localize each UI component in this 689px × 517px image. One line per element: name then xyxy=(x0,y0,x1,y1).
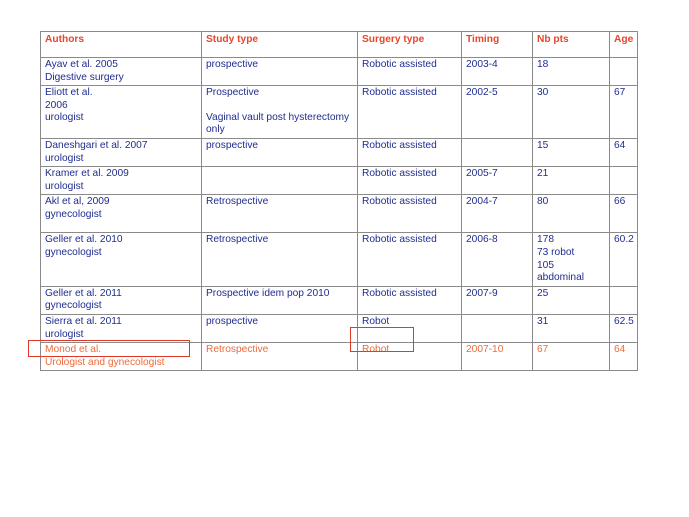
spacer xyxy=(206,100,353,112)
cell-surgery-type: Robotic assisted xyxy=(358,138,462,166)
table-row xyxy=(41,167,638,195)
cell-timing: 2002-5 xyxy=(462,86,533,139)
cell-author xyxy=(41,314,202,342)
cell-author xyxy=(41,138,202,166)
highlight-box-specialty xyxy=(28,340,190,357)
cell-surgery-type: Robot xyxy=(358,314,462,342)
cell-surgery-type: Robotic assisted xyxy=(358,86,462,139)
cell-timing: 2005-7 xyxy=(462,167,533,195)
cell-study-type: Retrospective xyxy=(202,233,358,286)
author-specialty: urologist xyxy=(45,112,84,124)
cell-study-type: prospective xyxy=(202,138,358,166)
author-name: Eliott et al. xyxy=(45,87,93,99)
cell-timing: 2006-8 xyxy=(462,233,533,286)
cell-study-type: Retrospective xyxy=(202,343,358,371)
cell-age: 66 xyxy=(610,195,638,233)
nb-pts-value: 67 xyxy=(537,344,549,356)
cell-author xyxy=(41,86,202,139)
cell-nb-pts xyxy=(533,286,610,314)
cell-surgery-type: Robotic assisted xyxy=(358,167,462,195)
author-name: Kramer et al. 2009 xyxy=(45,168,129,180)
nb-pts-value: 178 xyxy=(537,234,554,246)
table-row xyxy=(41,286,638,314)
cell-timing xyxy=(462,314,533,342)
table-row xyxy=(41,138,638,166)
cell-nb-pts xyxy=(533,58,610,86)
table-row xyxy=(41,195,638,233)
nb-pts-value: abdominal xyxy=(537,272,585,284)
header-authors: Authors xyxy=(41,32,202,58)
study-note: Vaginal vault post hysterectomy only xyxy=(206,111,350,136)
cell-author xyxy=(41,286,202,314)
cell-nb-pts xyxy=(533,343,610,371)
cell-age: 64 xyxy=(610,343,638,371)
cell-timing: 2007-10 xyxy=(462,343,533,371)
studies-table xyxy=(40,31,638,371)
cell-surgery-type: Robot xyxy=(358,343,462,371)
cell-age xyxy=(610,58,638,86)
header-surgery-type: Surgery type xyxy=(358,32,462,58)
author-name: Monod et al. xyxy=(45,344,102,356)
cell-author xyxy=(41,58,202,86)
header-nb-pts: Nb pts xyxy=(533,32,610,58)
author-name: Akl et al, 2009 xyxy=(45,196,110,208)
cell-author xyxy=(41,233,202,286)
cell-nb-pts xyxy=(533,167,610,195)
nb-pts-value: 80 xyxy=(537,196,549,208)
cell-nb-pts xyxy=(533,233,610,286)
table-row xyxy=(41,86,638,139)
cell-study-type: prospective xyxy=(202,58,358,86)
author-specialty: urologist xyxy=(45,328,84,340)
author-specialty: gynecologist xyxy=(45,208,102,220)
cell-age: 67 xyxy=(610,86,638,139)
cell-study-type: Prospective idem pop 2010 xyxy=(202,286,358,314)
nb-pts-value: 18 xyxy=(537,59,549,70)
nb-pts-value: 21 xyxy=(537,168,549,180)
author-specialty: gynecologist xyxy=(45,300,102,312)
header-timing: Timing xyxy=(462,32,533,58)
cell-study-type xyxy=(202,86,358,139)
highlight-box-surgery xyxy=(350,327,414,352)
cell-author xyxy=(41,167,202,195)
cell-study-type: Retrospective xyxy=(202,195,358,233)
author-name: Geller et al. 2011 xyxy=(45,287,122,299)
cell-age: 62.5 xyxy=(610,314,638,342)
cell-timing: 2007-9 xyxy=(462,286,533,314)
cell-age: 60.2 xyxy=(610,233,638,286)
table-row xyxy=(41,314,638,342)
header-age: Age xyxy=(610,32,638,58)
author-name: Geller et al. 2010 xyxy=(45,234,123,246)
cell-surgery-type: Robotic assisted xyxy=(358,58,462,86)
cell-surgery-type: Robotic assisted xyxy=(358,195,462,233)
author-specialty: urologist xyxy=(45,152,84,164)
table-row xyxy=(41,58,638,86)
author-specialty: Digestive surgery xyxy=(45,71,124,83)
table-row xyxy=(41,233,638,286)
cell-age: 64 xyxy=(610,138,638,166)
cell-nb-pts xyxy=(533,314,610,342)
cell-age xyxy=(610,286,638,314)
nb-pts-value: 30 xyxy=(537,87,549,99)
nb-pts-value: 15 xyxy=(537,139,549,151)
cell-surgery-type: Robotic assisted xyxy=(358,286,462,314)
cell-study-type: prospective xyxy=(202,314,358,342)
author-name: Daneshgari et al. 2007 xyxy=(45,139,148,151)
nb-pts-value: 31 xyxy=(537,315,549,327)
cell-nb-pts xyxy=(533,195,610,233)
cell-timing: 2003-4 xyxy=(462,58,533,86)
author-specialty: urologist xyxy=(45,180,84,192)
cell-age xyxy=(610,167,638,195)
nb-pts-value: 105 xyxy=(537,259,554,271)
header-study-type: Study type xyxy=(202,32,358,58)
author-specialty: Urologist and gynecologist xyxy=(45,356,165,368)
author-name: Ayav et al. 2005 xyxy=(45,59,118,70)
nb-pts-value: 73 robot xyxy=(537,246,575,258)
cell-timing: 2004-7 xyxy=(462,195,533,233)
cell-nb-pts xyxy=(533,86,610,139)
table-header-row xyxy=(41,32,638,58)
nb-pts-value: 25 xyxy=(537,287,549,299)
author-year: 2006 xyxy=(45,99,68,111)
cell-nb-pts xyxy=(533,138,610,166)
author-name: Sierra et al. 2011 xyxy=(45,315,122,327)
study-type-value: Prospective xyxy=(206,87,260,99)
cell-study-type xyxy=(202,167,358,195)
cell-surgery-type: Robotic assisted xyxy=(358,233,462,286)
author-specialty: gynecologist xyxy=(45,246,102,258)
cell-timing xyxy=(462,138,533,166)
cell-author xyxy=(41,195,202,233)
